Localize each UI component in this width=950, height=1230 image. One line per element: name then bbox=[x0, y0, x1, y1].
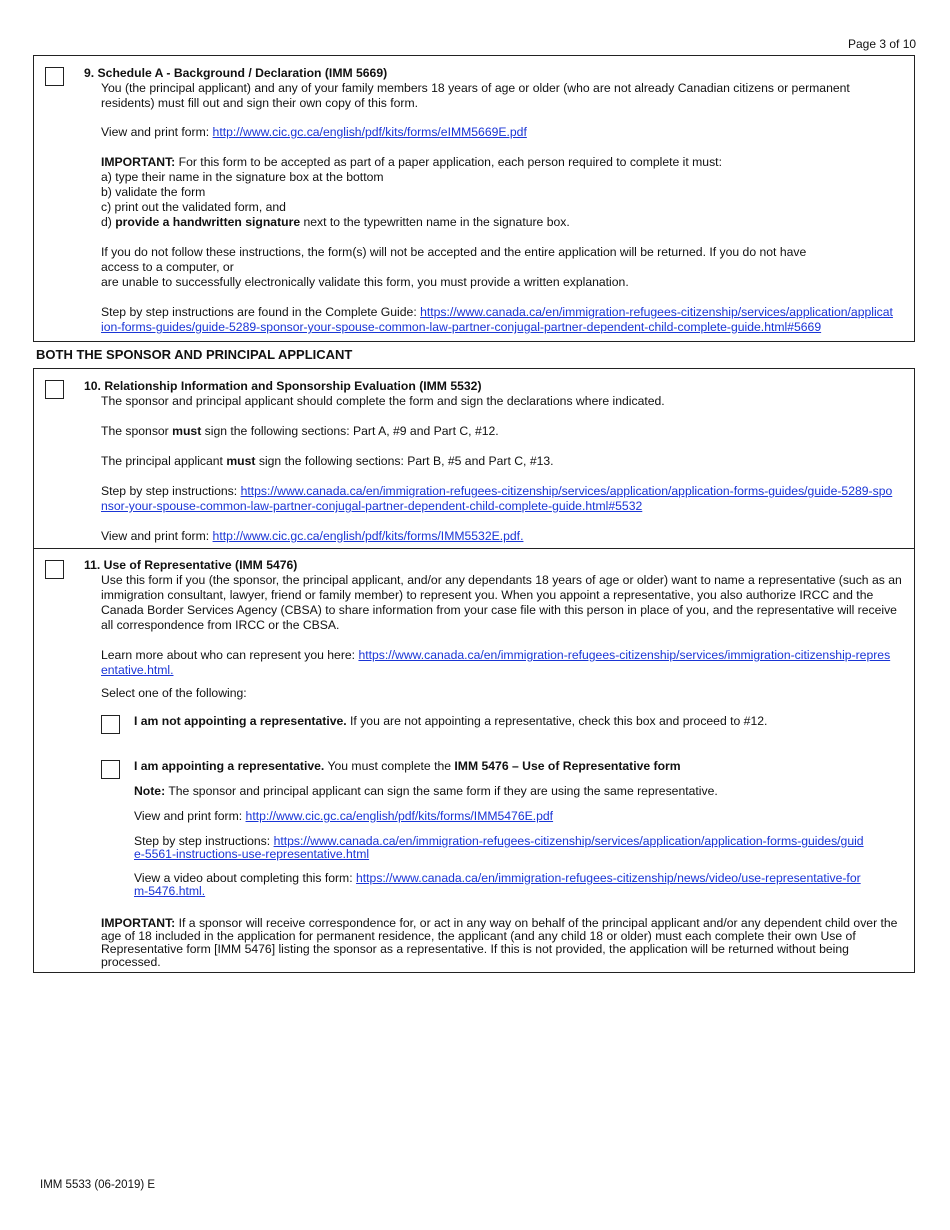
form-footer: IMM 5533 (06-2019) E bbox=[40, 1179, 156, 1191]
item-10-view-link[interactable]: http://www.cic.gc.ca/english/pdf/kits/forms/IMM5532E.pdf. bbox=[212, 529, 524, 543]
item-10-title: 10. Relationship Information and Sponsorship Evaluation (IMM 5532) bbox=[84, 379, 482, 393]
item-11-video-link[interactable]: https://www.canada.ca/en/immigration-refugees-citizenship/news/video/use-representative-form-5476.html. bbox=[134, 871, 861, 898]
item-10-sponsor-line: The sponsor must sign the following sections: Part A, #9 and Part C, #12. bbox=[101, 424, 499, 438]
item-11-important: IMPORTANT: If a sponsor will receive correspondence for, or act in any way on behalf of the principal applicant and/or any dependent child over the age of 18 included in the application for permanent residence, the applicant (and any child 18 or older) must each complete their own Use of Representative form [IMM 5476] listing the sponsor as a representative. If this is not provided, the application will be returned without being processed. bbox=[101, 916, 898, 969]
item-11-title: 11. Use of Representative (IMM 5476) bbox=[84, 558, 298, 572]
appointing-checkbox[interactable] bbox=[101, 760, 120, 779]
item-9-view-line: View and print form: http://www.cic.gc.ca/english/pdf/kits/forms/eIMM5669E.pdf bbox=[101, 125, 527, 139]
item-9-title: 9. Schedule A - Background / Declaration (IMM 5669) bbox=[84, 66, 388, 80]
section-heading: BOTH THE SPONSOR AND PRINCIPAL APPLICANT bbox=[36, 347, 353, 362]
item-10-checkbox[interactable] bbox=[45, 380, 64, 399]
page-number: Page 3 of 10 bbox=[848, 37, 917, 51]
item-11-video-line: View a video about completing this form: https://www.canada.ca/en/immigration-refugees-citizenship/news/video/use-representative-form-5476.html. bbox=[134, 871, 861, 898]
item-9-step-d: d) provide a handwritten signature next to the typewritten name in the signature box. bbox=[101, 215, 570, 229]
item-9-section bbox=[33, 55, 915, 342]
item-9-step-c: c) print out the validated form, and bbox=[101, 200, 286, 214]
item-10-steps-line: Step by step instructions: https://www.canada.ca/en/immigration-refugees-citizenship/services/application/application-forms-guides/guide-5289-sponsor-your-spouse-common-law-partner-conjugal-partner-dependent-child-complete-guide.html#5532 bbox=[101, 484, 893, 513]
item-9-warning-2: are unable to successfully electronically validate this form, you must provide a written explanation. bbox=[101, 275, 629, 289]
items-10-11-section bbox=[33, 368, 915, 973]
item-10-pa-line: The principal applicant must sign the following sections: Part B, #5 and Part C, #13. bbox=[101, 454, 554, 468]
not-appointing-option: I am not appointing a representative. If you are not appointing a representative, check this box and proceed to #12. bbox=[134, 714, 768, 728]
item-10-steps-link[interactable]: https://www.canada.ca/en/immigration-refugees-citizenship/services/application/application-forms-guides/guide-5289-sponsor-your-spouse-common-law-partner-conjugal-partner-dependent-child-complete-guide.html#5532 bbox=[101, 484, 893, 513]
appointing-note: Note: The sponsor and principal applicant can sign the same form if they are using the same representative. bbox=[134, 784, 718, 798]
item-divider bbox=[34, 548, 914, 549]
item-11-select-prompt: Select one of the following: bbox=[101, 686, 247, 700]
item-11-checkbox[interactable] bbox=[45, 560, 64, 579]
item-9-checkbox[interactable] bbox=[45, 67, 64, 86]
item-11-view-line: View and print form: http://www.cic.gc.ca/english/pdf/kits/forms/IMM5476E.pdf bbox=[134, 809, 554, 823]
item-11-learn-line: Learn more about who can represent you here: https://www.canada.ca/en/immigration-refugees-citizenship/services/immigration-citizenship-representative.html. bbox=[101, 648, 891, 677]
item-11-steps-link[interactable]: https://www.canada.ca/en/immigration-refugees-citizenship/services/application/application-forms-guides/guide-5561-instructions-use-representative.html bbox=[134, 834, 864, 861]
item-9-step-a: a) type their name in the signature box at the bottom bbox=[101, 170, 384, 184]
item-9-step-b: b) validate the form bbox=[101, 185, 206, 199]
item-9-warning-1: If you do not follow these instructions, the form(s) will not be accepted and the entire application will be returned. If you do not have access to a computer, or bbox=[101, 245, 807, 274]
item-11-steps-line: Step by step instructions: https://www.canada.ca/en/immigration-refugees-citizenship/services/application/application-forms-guides/guide-5561-instructions-use-representative.html bbox=[134, 834, 864, 861]
item-9-view-link[interactable]: http://www.cic.gc.ca/english/pdf/kits/forms/eIMM5669E.pdf bbox=[212, 125, 527, 139]
appointing-option: I am appointing a representative. You must complete the IMM 5476 – Use of Representative form bbox=[134, 759, 681, 773]
item-11-learn-link[interactable]: https://www.canada.ca/en/immigration-refugees-citizenship/services/immigration-citizenship-representative.html. bbox=[101, 648, 891, 677]
item-10-description: The sponsor and principal applicant should complete the form and sign the declarations where indicated. bbox=[101, 394, 665, 408]
item-9-guide-link[interactable]: https://www.canada.ca/en/immigration-refugees-citizenship/services/application/application-forms-guides/guide-5289-sponsor-your-spouse-common-law-partner-conjugal-partner-dependent-child-complete-guide.html#5669 bbox=[101, 305, 893, 334]
item-11-view-link[interactable]: http://www.cic.gc.ca/english/pdf/kits/forms/IMM5476E.pdf bbox=[245, 809, 554, 823]
not-appointing-checkbox[interactable] bbox=[101, 715, 120, 734]
item-10-view-line: View and print form: http://www.cic.gc.ca/english/pdf/kits/forms/IMM5532E.pdf. bbox=[101, 529, 524, 543]
item-11-description: Use this form if you (the sponsor, the principal applicant, and/or any dependants 18 years of age or older) want to name a representative (such as an immigration consultant, lawyer, friend or family member) to represent you. When you appoint a representative, you also authorize IRCC and the Canada Border Services Agency (CBSA) to share information from your case file with this person in place of you, and the representative will receive all correspondence from IRCC or the CBSA. bbox=[101, 573, 902, 632]
item-9-important: IMPORTANT: For this form to be accepted as part of a paper application, each person required to complete it must: bbox=[101, 155, 722, 169]
item-9-guide-line: Step by step instructions are found in the Complete Guide: https://www.canada.ca/en/immigration-refugees-citizenship/services/application/application-forms-guides/guide-5289-sponsor-your-spouse-common-law-partner-conjugal-partner-dependent-child-complete-guide.html#5669 bbox=[101, 305, 893, 334]
item-9-description: You (the principal applicant) and any of your family members 18 years of age or older (who are not already Canadian citizens or permanent residents) must fill out and sign their own copy of this form. bbox=[101, 81, 850, 110]
